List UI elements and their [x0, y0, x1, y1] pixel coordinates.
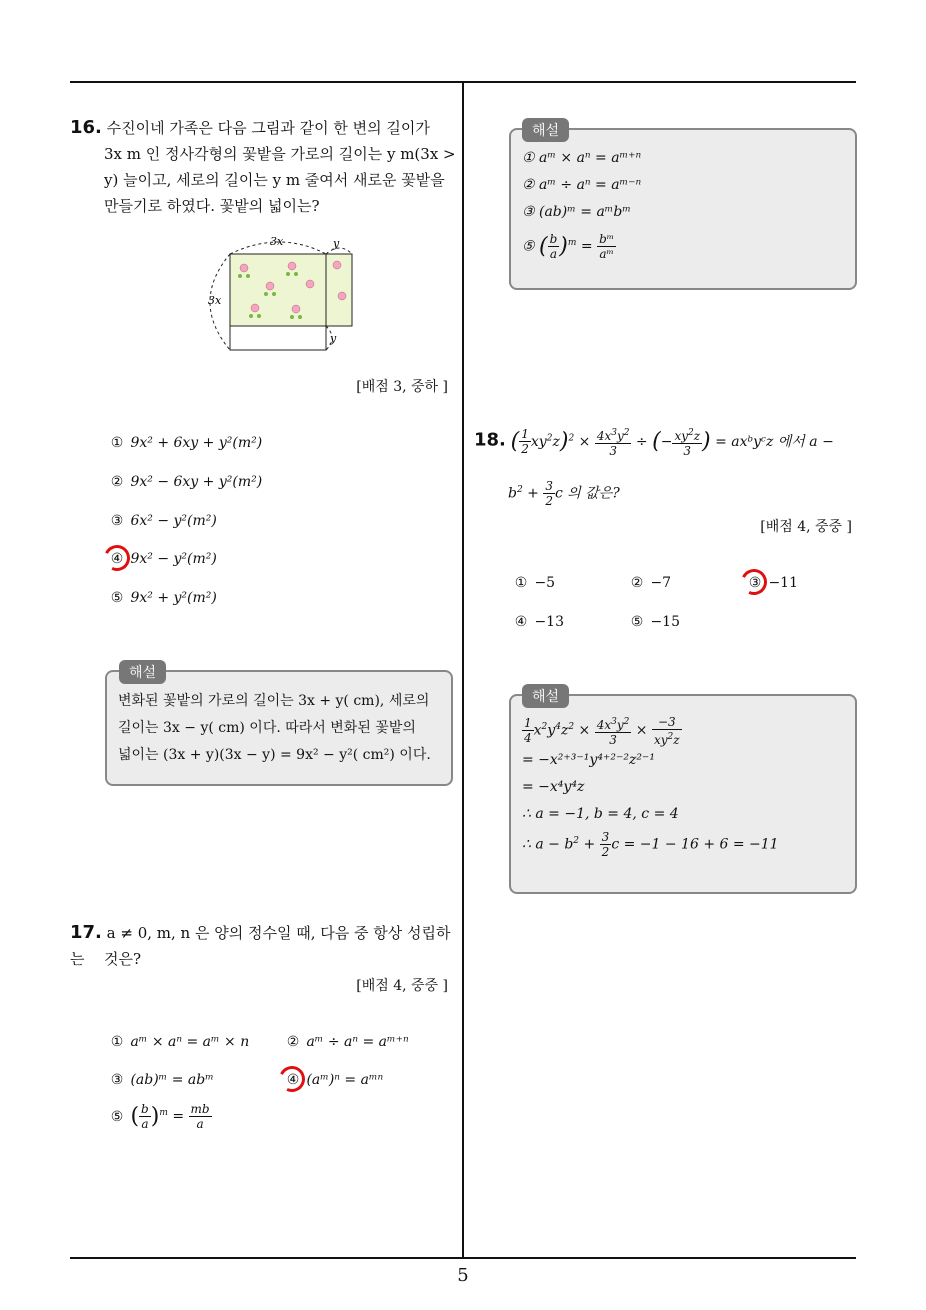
- question-text: 수진이네 가족은 다음 그림과 같이 한 변의 길이가: [106, 119, 430, 137]
- solution-text: ① aᵐ × aⁿ = aᵐ⁺ⁿ ② aᵐ ÷ aⁿ = aᵐ⁻ⁿ ③ (ab)ᵐ = aᵐbᵐ ⑤ ( $\frac{b}{a}$ )$^m$ = $\frac{\text{bᵐ}}{\text{aᵐ}}$: [522, 150, 642, 262]
- figure-left-label: 3x: [208, 294, 222, 307]
- question-16-line2: 3x m 인 정사각형의 꽃밭을 가로의 길이는 y m(3x >: [104, 145, 456, 163]
- choice-5[interactable]: ⑤ −15: [630, 614, 680, 630]
- figure-right-bottom-label: y: [330, 332, 337, 345]
- solution-badge: 해설: [522, 118, 569, 142]
- question-17-line2: 것은?: [104, 950, 142, 968]
- choice-1[interactable]: ① aᵐ × aⁿ = aᵐ × n: [110, 1034, 250, 1050]
- choice-4[interactable]: ④ −13: [514, 614, 564, 630]
- choice-4[interactable]: ④ 9x² − y²(m²): [110, 551, 217, 567]
- choice-3[interactable]: ③ (ab)ᵐ = abᵐ: [110, 1072, 214, 1088]
- solution-text: $\frac{1}{4}$ $x^2y^4z^2$ × $\frac{4x^3y^2}{3}$ × $\frac{-3}{xy^2z}$ = −x²⁺³⁻¹y⁴⁺²⁻²z²⁻¹ = −x⁴y⁴z ∴ a = −1, b = 4, c = 4 ∴ $a - b^2$ + $\frac{3}{2}$ c = −1 − 16 + 6 = −11: [522, 714, 779, 859]
- choice-5[interactable]: ⑤ ( $\frac{b}{a}$ )$^m$ = $\frac{mb}{a}$: [110, 1102, 210, 1131]
- choice-2[interactable]: ② 9x² − 6xy + y²(m²): [110, 474, 263, 490]
- choice-3[interactable]: ③ −11: [748, 575, 798, 591]
- question-16: [70, 115, 460, 141]
- question-16-line4: 만들기로 하였다. 꽃밭의 넓이는?: [104, 197, 320, 215]
- bottom-rule: [70, 1257, 856, 1259]
- question-number: 17.: [70, 922, 102, 943]
- solution-badge: 해설: [522, 684, 569, 708]
- answer-mark: [737, 565, 770, 598]
- page-number: 5: [457, 1265, 469, 1286]
- choice-2[interactable]: ② −7: [630, 575, 672, 591]
- solution-badge: 해설: [119, 660, 166, 684]
- column-divider: [462, 83, 464, 1258]
- score-label: [배점 3, 중하 ]: [356, 379, 448, 395]
- score-label: [배점 4, 중중 ]: [356, 978, 448, 994]
- figure-top-label: 3x: [270, 235, 284, 248]
- question-18-line2: $b^2$ + $\frac{3}{2}$ c 의 값은?: [508, 479, 620, 509]
- question-number: 16.: [70, 117, 102, 138]
- answer-mark: [275, 1062, 308, 1095]
- question-18: 18. ( $\frac{1}{2}$ $xy^2z)^2$ × $\frac{4x^3y^2}{3}$ ÷ (− $\frac{xy^2z}{3}$ ) = axᵇyᶜz 에서 a −: [474, 427, 834, 458]
- choice-2[interactable]: ② aᵐ ÷ aⁿ = aᵐ⁺ⁿ: [286, 1034, 409, 1050]
- figure-right-top-label: y: [333, 237, 340, 250]
- score-label: [배점 4, 중중 ]: [760, 519, 852, 535]
- flower-garden-figure: [200, 232, 360, 357]
- choice-3[interactable]: ③ 6x² − y²(m²): [110, 513, 217, 529]
- choice-1[interactable]: ① −5: [514, 575, 556, 591]
- choice-5[interactable]: ⑤ 9x² + y²(m²): [110, 590, 217, 606]
- question-text: a ≠ 0, m, n 은 양의 정수일 때, 다음 중 항상 성립하는: [70, 924, 451, 968]
- answer-mark: [100, 541, 133, 574]
- question-number: 18.: [474, 429, 506, 451]
- choice-1[interactable]: ① 9x² + 6xy + y²(m²): [110, 435, 263, 451]
- question-16-line3: y) 늘이고, 세로의 길이는 y m 줄여서 새로운 꽃밭을: [104, 171, 445, 189]
- choice-4[interactable]: ④ (aᵐ)ⁿ = aᵐⁿ: [286, 1072, 384, 1088]
- solution-text: 변화된 꽃밭의 가로의 길이는 3x + y( cm), 세로의 길이는 3x − y( cm) 이다. 따라서 변화된 꽃밭의 넓이는 (3x + y)(3x − y) = 9x² − y²( cm²) 이다.: [118, 693, 431, 763]
